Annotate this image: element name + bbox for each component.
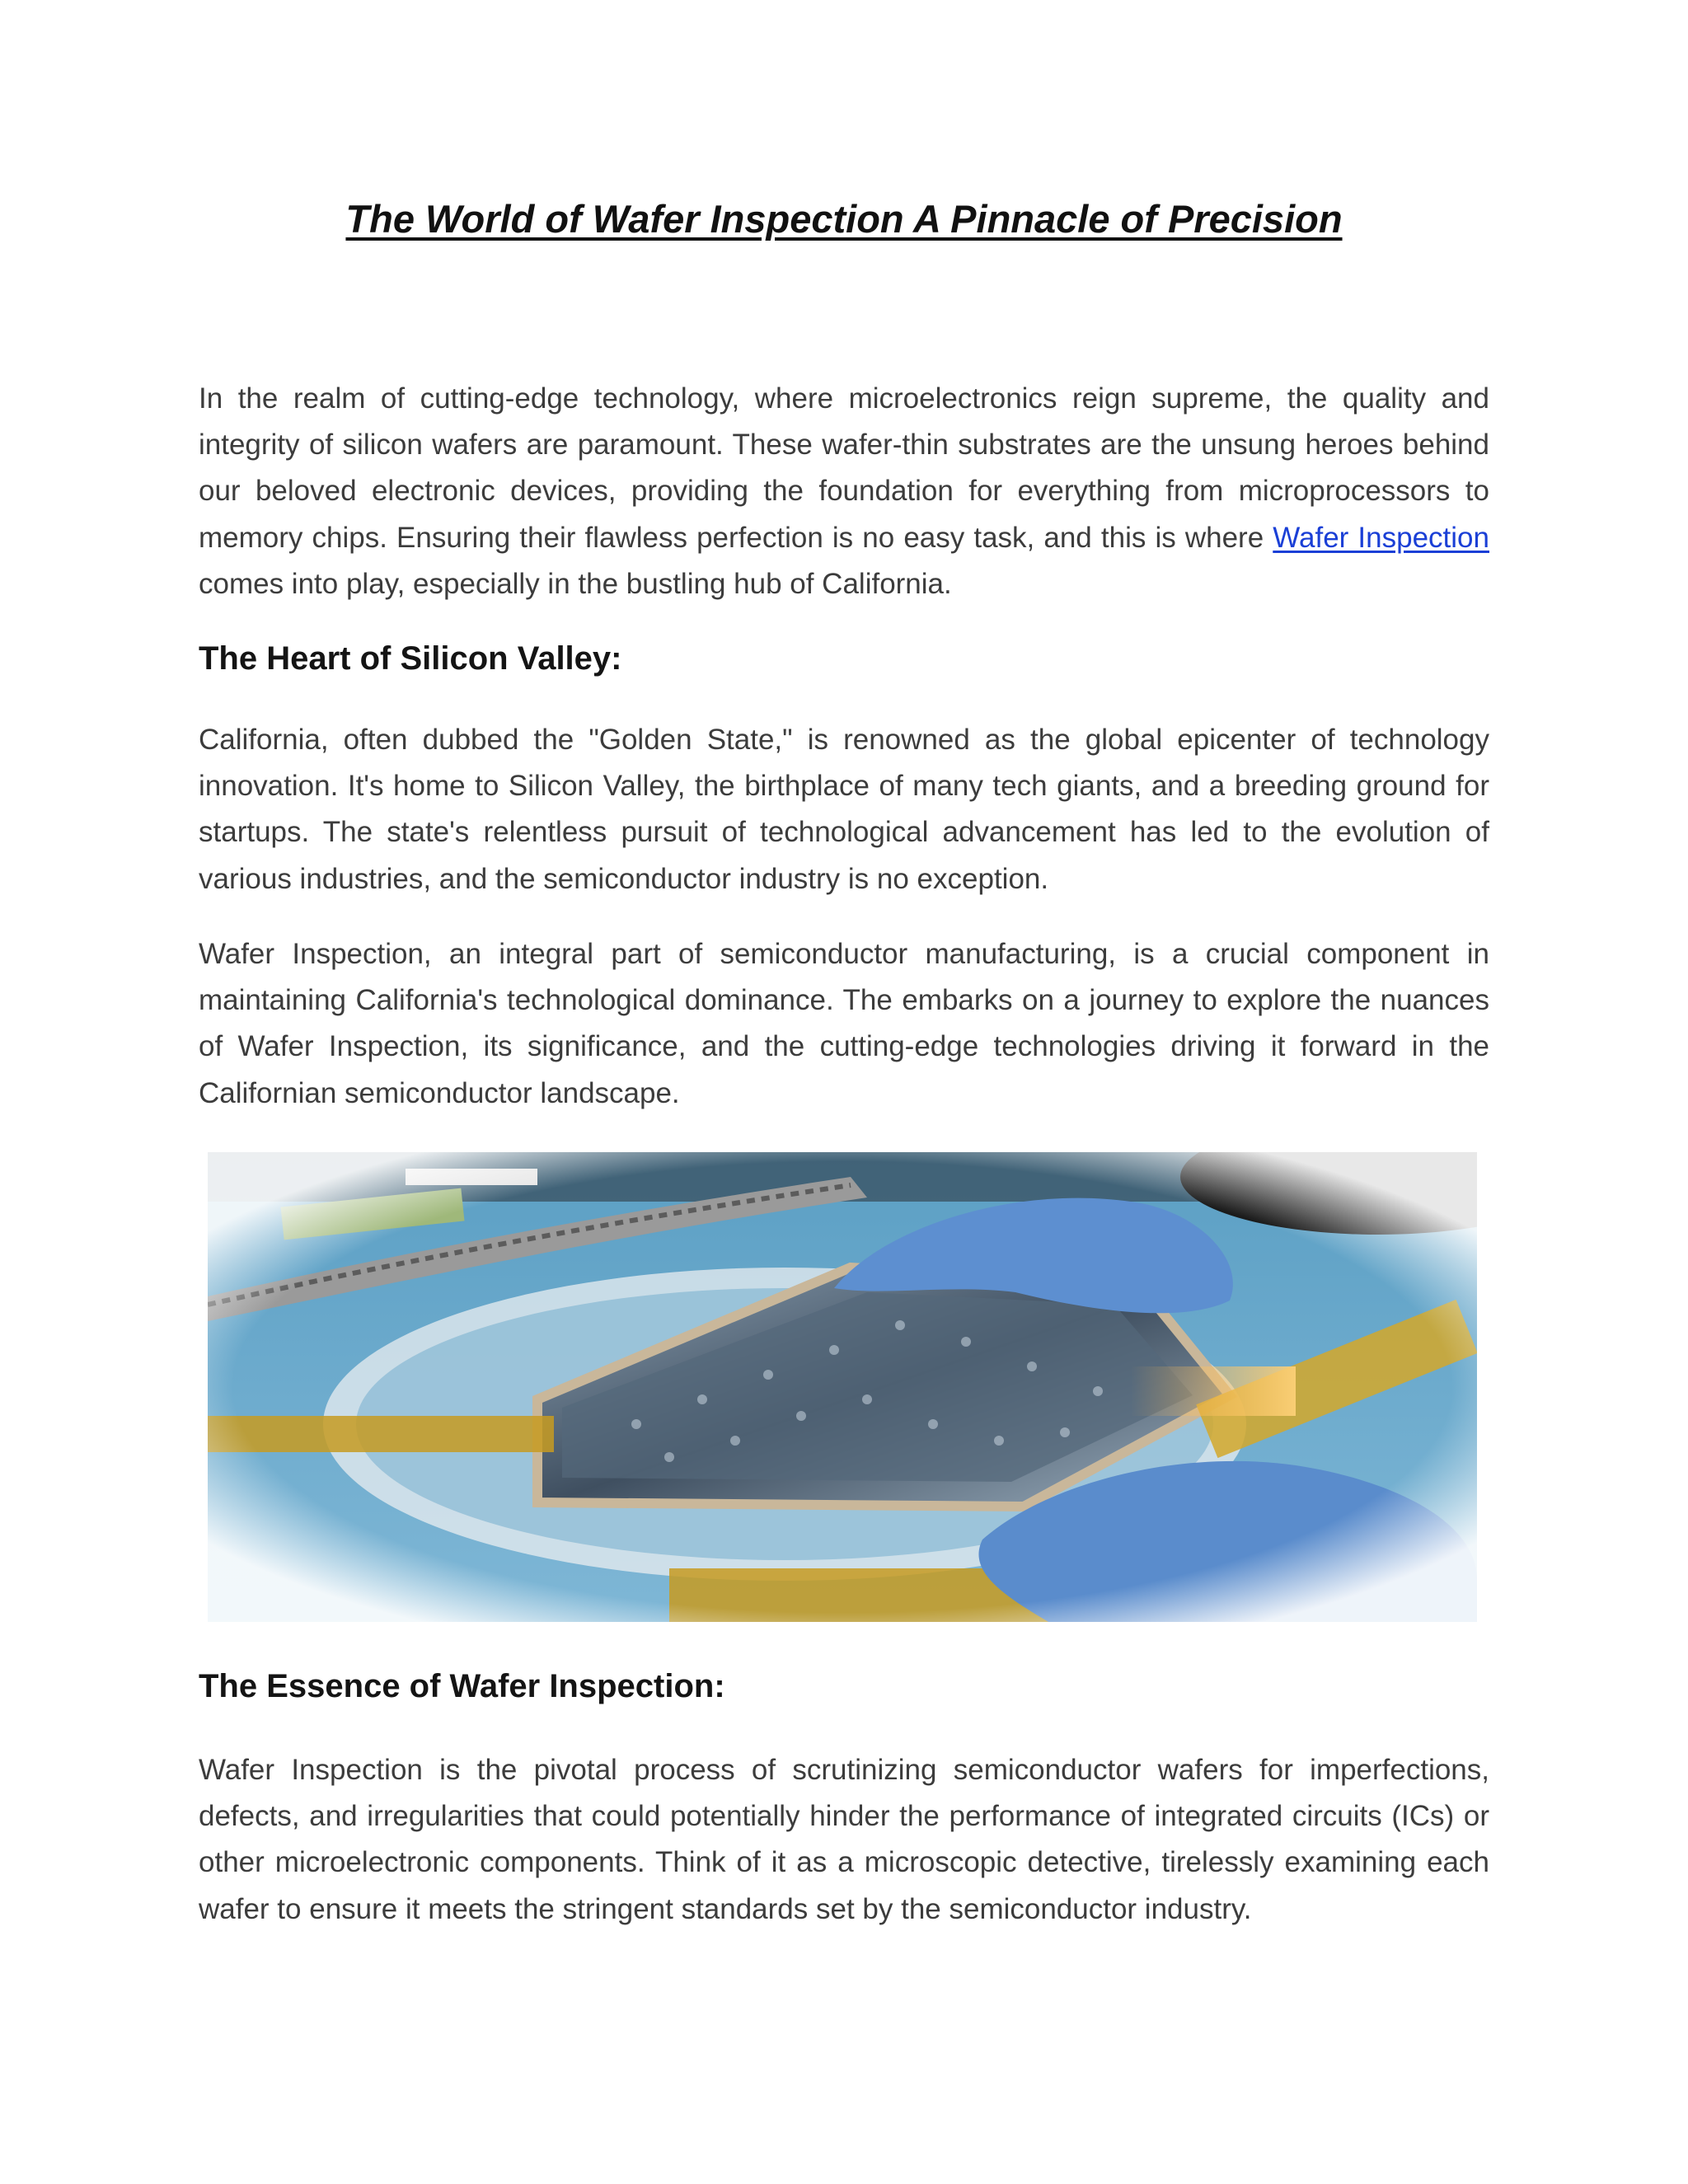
intro-text-before-link: In the realm of cutting-edge technology, where microelectronics reign supreme, the quality and integrity of silicon wafers are paramount. These wafer-thin substrates are the unsung heroes behind our beloved electronic devices, providing the foundation for everything from microprocessors to memory chips. Ensuring their flawless perfection is no easy task, and this is where: [199, 382, 1489, 554]
silicon-valley-paragraph-1: California, often dubbed the "Golden State," is renowned as the global epicenter of technology innovation. It's home to Silicon Valley, the birthplace of many tech giants, and a breeding ground for startups. The state's relentless pursuit of technological advancement has led to the evolution of various industries, and the semiconductor industry is no exception.: [199, 724, 1489, 895]
wafer-inspection-link[interactable]: Wafer Inspection: [1273, 521, 1489, 554]
intro-paragraph: [199, 376, 1489, 607]
document-title: The World of Wafer Inspection A Pinnacle of Precision: [345, 197, 1343, 241]
essence-paragraph-1: Wafer Inspection is the pivotal process of scrutinizing semiconductor wafers for imperfections, defects, and irregularities that could potentially hinder the performance of integrated circuits (ICs) or other microelectronic components. Think of it as a microscopic detective, tirelessly examining each wafer to ensure it meets the stringent standards set by the semiconductor industry.: [199, 1754, 1489, 1925]
wafer-photo-illustration: [208, 1152, 1477, 1622]
section-heading-silicon-valley: The Heart of Silicon Valley:: [199, 640, 622, 677]
wafer-inspection-photo: [208, 1152, 1477, 1622]
silicon-valley-paragraph-2: Wafer Inspection, an integral part of semiconductor manufacturing, is a crucial component in maintaining California's technological dominance. The embarks on a journey to explore the nuances of Wafer Inspection, its significance, and the cutting-edge technologies driving it forward in the Californian semiconductor landscape.: [199, 938, 1489, 1109]
section-heading-essence: The Essence of Wafer Inspection:: [199, 1668, 725, 1704]
intro-text-after-link: comes into play, especially in the bustling hub of California.: [199, 567, 952, 600]
